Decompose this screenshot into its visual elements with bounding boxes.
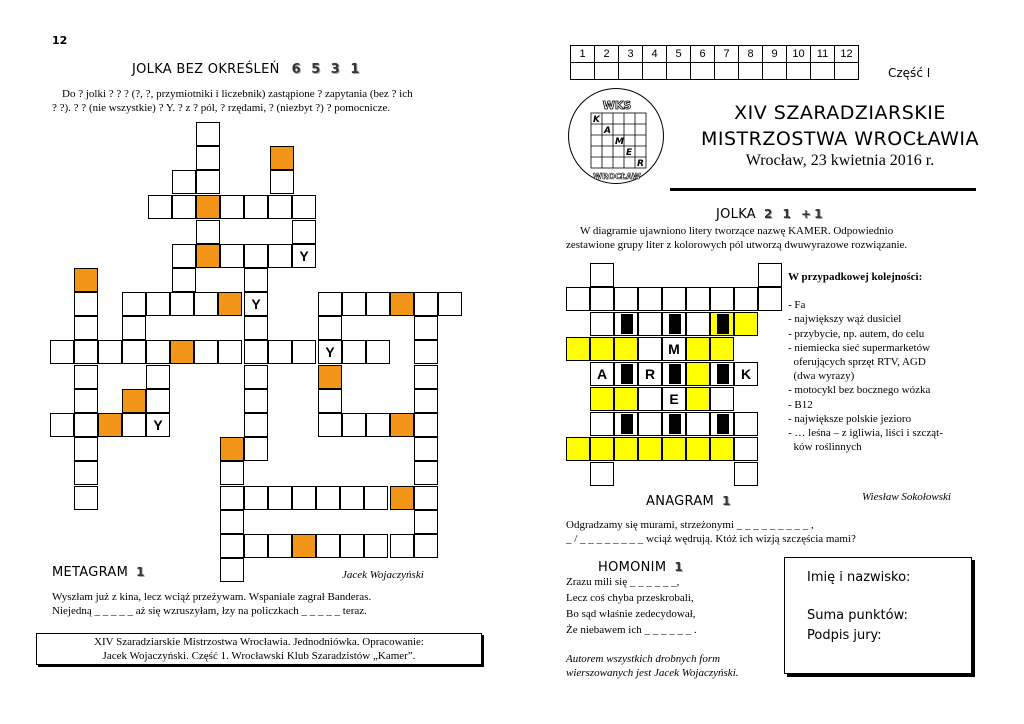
grid-cell[interactable] — [268, 534, 292, 558]
grid-cell[interactable] — [270, 170, 294, 194]
grid-cell[interactable] — [414, 413, 438, 437]
grid-cell[interactable] — [414, 437, 438, 461]
grid-cell[interactable] — [244, 195, 268, 219]
grid-cell[interactable] — [638, 387, 662, 411]
score-column-number: 1 — [571, 46, 595, 63]
metagram-heading — [52, 563, 147, 581]
score-cell[interactable] — [763, 63, 787, 80]
instructions-line: zestawione grupy liter z kolorowych pól utworzą dwuwyrazowe rozwiązanie. — [566, 239, 908, 251]
grid-cell[interactable] — [614, 287, 638, 311]
footer-line: Jacek Wojaczyński. Część 1. Wrocławski Klub Szaradzistów „Kamer”. — [102, 650, 416, 662]
grid-cell[interactable] — [342, 340, 366, 364]
grid-cell[interactable] — [414, 534, 438, 558]
grid-cell[interactable] — [414, 340, 438, 364]
grid-cell[interactable] — [734, 412, 758, 436]
grid-cell-letter[interactable]: Y — [244, 292, 268, 316]
grid-cell-yellow[interactable] — [614, 387, 638, 411]
jolka2-title: JOLKA — [716, 207, 756, 222]
score-cell[interactable] — [835, 63, 859, 80]
grid-cell[interactable] — [196, 146, 220, 170]
grid-cell-orange[interactable] — [318, 365, 342, 389]
title-line: XIV SZARADZIARSKIE — [734, 102, 946, 124]
grid-cell[interactable] — [74, 365, 98, 389]
grid-cell[interactable] — [122, 340, 146, 364]
grid-cell[interactable] — [366, 413, 390, 437]
grid-cell-orange[interactable] — [292, 534, 316, 558]
grid-cell-black — [710, 312, 734, 336]
metagram-line: Wyszłam już z kina, lecz wciąż przeżywam. Wspaniale zagrał Banderas. — [52, 591, 372, 603]
grid-cell-letter[interactable]: M — [662, 337, 686, 361]
grid-cell-orange[interactable] — [390, 486, 414, 510]
grid-cell[interactable] — [50, 413, 74, 437]
grid-cell[interactable] — [414, 461, 438, 485]
grid-cell-orange[interactable] — [170, 340, 194, 364]
grid-cell[interactable] — [364, 486, 388, 510]
instructions-line: Do ? jolki ? ? ? (?, ?, przymiotniki i liczebnik) zastąpione ? zapytania (bez ? ich — [62, 88, 413, 100]
homonim-poem — [566, 574, 697, 638]
grid-cell[interactable] — [292, 340, 316, 364]
wks-kamer-logo — [568, 88, 664, 184]
instructions-line: ? ?). ? ? (nie wszystkie) ? Y. ? z ? pól, ? rzędami, ? (niezbyt ?) ? pomocnicze. — [52, 102, 391, 114]
grid-cell[interactable] — [316, 534, 340, 558]
grid-cell[interactable] — [220, 534, 244, 558]
clue-item: oferujących sprzęt RTV, AGD — [788, 356, 926, 369]
grid-cell[interactable] — [122, 316, 146, 340]
grid-cell-orange[interactable] — [270, 146, 294, 170]
grid-cell[interactable] — [74, 389, 98, 413]
grid-cell-black — [614, 362, 638, 386]
grid-cell[interactable] — [686, 312, 710, 336]
grid-cell[interactable] — [758, 287, 782, 311]
grid-cell[interactable] — [414, 486, 438, 510]
grid-cell-yellow[interactable] — [590, 337, 614, 361]
grid-cell[interactable] — [414, 365, 438, 389]
grid-cell-black — [614, 312, 638, 336]
homonim-title: HOMONIM — [598, 560, 667, 575]
grid-cell[interactable] — [316, 486, 340, 510]
grid-cell[interactable] — [74, 486, 98, 510]
anagram-text — [566, 518, 986, 546]
grid-cell[interactable] — [292, 195, 316, 219]
grid-cell-yellow[interactable] — [590, 387, 614, 411]
jury-signature-label[interactable]: Podpis jury: — [807, 628, 882, 643]
logo-top-text: WKS — [602, 99, 632, 112]
grid-cell[interactable] — [50, 340, 74, 364]
homonim-note — [566, 652, 739, 680]
anagram-title: ANAGRAM — [646, 494, 715, 509]
logo-letter: K — [593, 115, 600, 125]
score-cell[interactable] — [739, 63, 763, 80]
grid-cell[interactable] — [366, 340, 390, 364]
grid-cell[interactable] — [366, 292, 390, 316]
note-line: Autorem wszystkich drobnych form — [566, 653, 721, 665]
logo-letter: A — [604, 126, 611, 136]
logo-graphic — [569, 89, 665, 185]
grid-cell[interactable] — [172, 170, 196, 194]
grid-cell[interactable] — [390, 534, 414, 558]
grid-cell[interactable] — [590, 412, 614, 436]
grid-cell[interactable] — [268, 340, 292, 364]
score-column-number: 4 — [643, 46, 667, 63]
main-title — [690, 100, 990, 152]
anagram-line: _ / _ _ _ _ _ _ _ _ wciąż wędrują. Któż ich wizją szczęścia mami? — [566, 533, 856, 545]
clue-item: - największy wąż dusiciel — [788, 313, 902, 326]
part-label: Część I — [888, 66, 931, 80]
grid-cell[interactable] — [758, 263, 782, 287]
grid-cell[interactable] — [196, 122, 220, 146]
grid-cell-letter[interactable]: Y — [146, 413, 170, 437]
grid-cell-yellow[interactable] — [686, 387, 710, 411]
grid-cell[interactable] — [292, 486, 316, 510]
grid-cell-yellow[interactable] — [566, 337, 590, 361]
footer-credits-box — [36, 633, 482, 665]
participant-form — [784, 557, 972, 674]
jolka-title: JOLKA BEZ OKREŚLEŃ — [132, 62, 280, 77]
grid-cell-yellow[interactable] — [662, 437, 686, 461]
grid-cell-yellow[interactable] — [710, 337, 734, 361]
difficulty-marks: 1 — [136, 565, 148, 579]
score-column-number: 2 — [595, 46, 619, 63]
clue-item: - … leśna – z igliwia, liści i szcząt- — [788, 427, 943, 440]
grid-cell-black — [662, 412, 686, 436]
grid-cell-yellow[interactable] — [686, 362, 710, 386]
grid-cell[interactable] — [590, 263, 614, 287]
grid-cell[interactable] — [590, 312, 614, 336]
score-column-number: 5 — [667, 46, 691, 63]
grid-cell[interactable] — [74, 461, 98, 485]
grid-cell[interactable] — [364, 534, 388, 558]
grid-cell-letter[interactable]: Y — [318, 340, 342, 364]
clue-item: - przybycie, np. autem, do celu — [788, 327, 925, 340]
clue-list — [788, 298, 978, 454]
grid-cell[interactable] — [218, 340, 242, 364]
grid-cell[interactable] — [734, 462, 758, 486]
grid-cell[interactable] — [342, 292, 366, 316]
homonim-line: Że niebawem ich _ _ _ _ _ _ . — [566, 624, 697, 636]
grid-cell[interactable] — [148, 195, 172, 219]
grid-cell-black — [662, 362, 686, 386]
page-number: 12 — [52, 34, 68, 47]
grid-cell[interactable] — [194, 292, 218, 316]
grid-cell[interactable] — [710, 387, 734, 411]
grid-cell[interactable] — [686, 412, 710, 436]
grid-cell[interactable] — [172, 268, 196, 292]
anagram-line: Odgradzamy się murami, strzeżonymi _ _ _ _ _ _ _ _ _ , — [566, 519, 814, 531]
grid-cell[interactable] — [318, 316, 342, 340]
grid-cell[interactable] — [414, 292, 438, 316]
grid-cell[interactable] — [318, 389, 342, 413]
grid-cell[interactable] — [638, 412, 662, 436]
score-column-number: 9 — [763, 46, 787, 63]
grid-cell[interactable] — [220, 244, 244, 268]
grid-cell[interactable] — [244, 413, 268, 437]
score-cell[interactable] — [667, 63, 691, 80]
clues-heading: W przypadkowej kolejności: — [788, 271, 923, 283]
grid-cell[interactable] — [268, 195, 292, 219]
score-column-number: 8 — [739, 46, 763, 63]
grid-cell[interactable] — [172, 244, 196, 268]
grid-cell-yellow[interactable] — [638, 437, 662, 461]
grid-cell-orange[interactable] — [220, 437, 244, 461]
clue-item: - motocykl bez bocznego wózka — [788, 384, 931, 397]
name-field-label[interactable]: Imię i nazwisko: — [807, 570, 911, 585]
title-rule — [670, 188, 976, 191]
grid-cell[interactable] — [566, 287, 590, 311]
score-cell[interactable] — [715, 63, 739, 80]
grid-cell-yellow[interactable] — [566, 437, 590, 461]
clue-item: ków roślinnych — [788, 441, 862, 454]
clue-item: - największe polskie jezioro — [788, 412, 912, 425]
score-column-number: 11 — [811, 46, 835, 63]
score-cell[interactable] — [619, 63, 643, 80]
jolka2-heading — [716, 205, 825, 223]
grid-cell[interactable] — [734, 287, 758, 311]
grid-cell[interactable] — [590, 462, 614, 486]
grid-cell-yellow[interactable] — [590, 437, 614, 461]
anagram-heading — [646, 492, 733, 510]
instructions-line: W diagramie ujawniono litery tworzące nazwę KAMER. Odpowiednio — [580, 225, 894, 237]
grid-cell-black — [710, 412, 734, 436]
grid-cell-yellow[interactable] — [614, 337, 638, 361]
grid-cell[interactable] — [98, 340, 122, 364]
score-cell[interactable] — [595, 63, 619, 80]
grid-cell-orange[interactable] — [122, 389, 146, 413]
grid-cell[interactable] — [638, 312, 662, 336]
clue-item: - niemiecka sieć supermarketów — [788, 341, 931, 354]
grid-cell[interactable] — [122, 413, 146, 437]
grid-cell-orange[interactable] — [74, 268, 98, 292]
grid-cell-letter[interactable]: Y — [292, 244, 316, 268]
grid-cell[interactable] — [244, 268, 268, 292]
grid-cell[interactable] — [734, 437, 758, 461]
grid-cell-orange[interactable] — [390, 292, 414, 316]
grid-cell-orange[interactable] — [196, 244, 220, 268]
homonim-line: Bo sąd właśnie zedecydował, — [566, 608, 696, 620]
grid-cell-black — [710, 362, 734, 386]
difficulty-marks: 1 — [674, 560, 686, 574]
grid-cell[interactable] — [662, 287, 686, 311]
grid-cell[interactable] — [170, 292, 194, 316]
clue-item: - B12 — [788, 398, 813, 411]
grid-cell[interactable] — [414, 316, 438, 340]
grid-cell[interactable] — [414, 510, 438, 534]
note-line: wierszowanych jest Jacek Wojaczyński. — [566, 667, 739, 679]
clues-panel — [788, 270, 978, 454]
grid-cell-orange[interactable] — [218, 292, 242, 316]
grid-cell[interactable] — [340, 486, 364, 510]
logo-letter: R — [637, 159, 644, 169]
grid-cell[interactable] — [318, 292, 342, 316]
grid-cell[interactable] — [194, 340, 218, 364]
score-column-number: 6 — [691, 46, 715, 63]
grid-cell[interactable] — [710, 287, 734, 311]
grid-cell-yellow[interactable] — [710, 437, 734, 461]
grid-cell[interactable] — [438, 292, 462, 316]
grid-cell[interactable] — [244, 244, 268, 268]
jolka2-author: Wiesław Sokołowski — [862, 491, 951, 503]
grid-cell[interactable] — [268, 244, 292, 268]
grid-cell[interactable] — [74, 316, 98, 340]
footer-line: XIV Szaradziarskie Mistrzostwa Wrocławia. Jednodniówka. Opracowanie: — [94, 636, 424, 648]
grid-cell[interactable] — [318, 413, 342, 437]
homonim-line: Zrazu mili się _ _ _ _ _ _, — [566, 576, 680, 588]
grid-cell[interactable] — [292, 220, 316, 244]
grid-cell[interactable] — [638, 287, 662, 311]
grid-cell[interactable] — [244, 486, 268, 510]
grid-cell[interactable] — [146, 389, 170, 413]
grid-cell[interactable] — [244, 389, 268, 413]
grid-cell[interactable] — [146, 292, 170, 316]
grid-cell[interactable] — [146, 365, 170, 389]
grid-cell[interactable] — [244, 316, 268, 340]
metagram-author: Jacek Wojaczyński — [342, 569, 424, 581]
clue-item: - Fa — [788, 299, 806, 312]
grid-cell-orange[interactable] — [390, 413, 414, 437]
metagram-text — [52, 590, 472, 618]
grid-cell-yellow[interactable] — [614, 437, 638, 461]
title-line: MISTRZOSTWA WROCŁAWIA — [700, 128, 980, 150]
grid-cell[interactable] — [74, 437, 98, 461]
score-cell[interactable] — [643, 63, 667, 80]
grid-cell[interactable] — [686, 287, 710, 311]
grid-cell[interactable] — [146, 340, 170, 364]
score-column-number: 12 — [835, 46, 859, 63]
grid-cell[interactable] — [414, 389, 438, 413]
grid-cell[interactable] — [196, 220, 220, 244]
logo-letter: E — [626, 148, 633, 158]
grid-cell[interactable] — [74, 340, 98, 364]
score-cell[interactable] — [811, 63, 835, 80]
date-line: Wrocław, 23 kwietnia 2016 r. — [745, 152, 935, 169]
metagram-line: Niejedną _ _ _ _ _ aż się wzruszyłam, łzy na policzkach _ _ _ _ _ teraz. — [52, 605, 367, 617]
grid-cell-letter[interactable]: A — [590, 362, 614, 386]
grid-cell-yellow[interactable] — [686, 437, 710, 461]
grid-cell[interactable] — [342, 413, 366, 437]
difficulty-marks: 1 — [722, 494, 734, 508]
grid-cell[interactable] — [74, 292, 98, 316]
score-column-number: 7 — [715, 46, 739, 63]
grid-cell[interactable] — [590, 287, 614, 311]
difficulty-marks: 2 1 +1 — [764, 207, 826, 221]
grid-cell-letter[interactable]: E — [662, 387, 686, 411]
grid-cell-black — [614, 412, 638, 436]
grid-cell[interactable] — [244, 365, 268, 389]
points-field-label[interactable]: Suma punktów: — [807, 608, 908, 623]
grid-cell-yellow[interactable] — [686, 337, 710, 361]
grid-cell[interactable] — [220, 486, 244, 510]
score-table — [570, 45, 859, 80]
grid-cell-orange[interactable] — [98, 413, 122, 437]
score-cell[interactable] — [787, 63, 811, 80]
grid-cell[interactable] — [122, 292, 146, 316]
grid-cell-letter[interactable]: K — [734, 362, 758, 386]
grid-cell-letter[interactable]: R — [638, 362, 662, 386]
score-column-number: 3 — [619, 46, 643, 63]
grid-cell[interactable] — [340, 534, 364, 558]
grid-cell[interactable] — [220, 461, 244, 485]
score-column-number: 10 — [787, 46, 811, 63]
grid-cell-black — [662, 312, 686, 336]
grid-cell[interactable] — [638, 337, 662, 361]
logo-bottom-text: WROCŁAW — [593, 172, 641, 181]
grid-cell-orange[interactable] — [196, 195, 220, 219]
grid-cell[interactable] — [220, 558, 244, 582]
grid-cell[interactable] — [244, 437, 268, 461]
jolka2-instructions — [566, 224, 978, 252]
logo-letter: M — [615, 137, 624, 147]
grid-cell[interactable] — [172, 195, 196, 219]
score-cell[interactable] — [691, 63, 715, 80]
difficulty-marks: 6 5 3 1 — [291, 62, 363, 77]
metagram-title: METAGRAM — [52, 565, 129, 580]
grid-cell[interactable] — [268, 486, 292, 510]
grid-cell[interactable] — [220, 510, 244, 534]
grid-cell[interactable] — [196, 170, 220, 194]
score-cell[interactable] — [571, 63, 595, 80]
grid-cell[interactable] — [74, 413, 98, 437]
grid-cell-yellow[interactable] — [734, 312, 758, 336]
clue-item: (dwa wyrazy) — [788, 370, 855, 383]
grid-cell[interactable] — [220, 195, 244, 219]
grid-cell[interactable] — [244, 534, 268, 558]
grid-cell[interactable] — [244, 340, 268, 364]
homonim-line: Lecz coś chyba przeskrobali, — [566, 592, 694, 604]
